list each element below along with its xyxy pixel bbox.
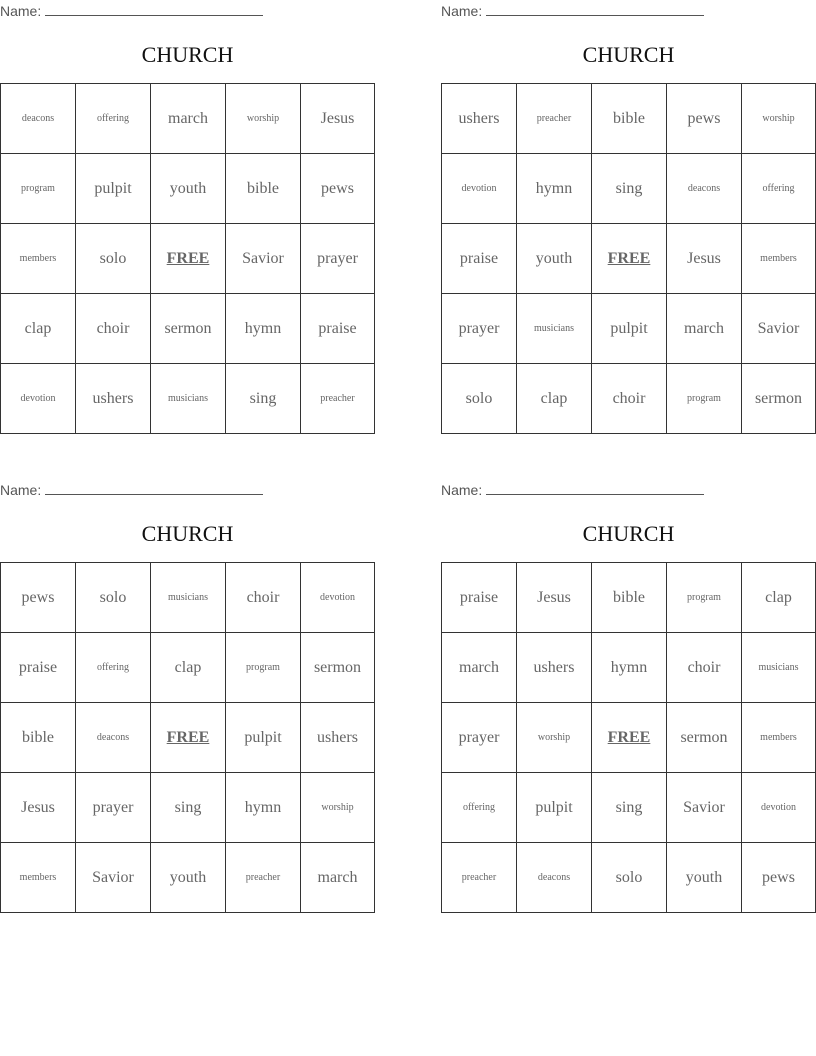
name-label: Name: (0, 3, 42, 19)
bingo-cell: youth (667, 843, 742, 913)
bingo-cell: worship (517, 703, 592, 773)
free-space-cell: FREE (151, 224, 226, 294)
name-field (0, 481, 263, 499)
bingo-cell: sermon (151, 294, 226, 364)
bingo-cell: praise (1, 633, 76, 703)
bingo-cell: sermon (301, 633, 375, 703)
bingo-grid (0, 562, 375, 913)
bingo-cell: clap (517, 364, 592, 434)
bingo-cell: preacher (442, 843, 517, 913)
bingo-cell: march (301, 843, 375, 913)
free-space-cell: FREE (592, 224, 667, 294)
bingo-cell: deacons (1, 84, 76, 154)
bingo-cell: ushers (442, 84, 517, 154)
bingo-cell: members (1, 843, 76, 913)
card-title: CHURCH (141, 42, 234, 67)
bingo-cell: youth (151, 154, 226, 224)
bingo-cell: musicians (151, 364, 226, 434)
bingo-cell: solo (592, 843, 667, 913)
bingo-cell: bible (592, 563, 667, 633)
bingo-cell: bible (1, 703, 76, 773)
bingo-cell: choir (76, 294, 151, 364)
bingo-cell: worship (301, 773, 375, 843)
bingo-cell: solo (76, 224, 151, 294)
bingo-cell: pulpit (592, 294, 667, 364)
bingo-cell: clap (742, 563, 816, 633)
bingo-cell: Jesus (517, 563, 592, 633)
bingo-cell: pulpit (76, 154, 151, 224)
bingo-cell: preacher (517, 84, 592, 154)
bingo-cell: prayer (76, 773, 151, 843)
bingo-cell: choir (592, 364, 667, 434)
free-space-cell: FREE (151, 703, 226, 773)
bingo-cell: offering (76, 633, 151, 703)
bingo-cell: devotion (301, 563, 375, 633)
bingo-cell: pews (1, 563, 76, 633)
bingo-cell: deacons (667, 154, 742, 224)
bingo-cell: sermon (742, 364, 816, 434)
bingo-cell: Jesus (1, 773, 76, 843)
bingo-cell: members (742, 224, 816, 294)
bingo-grid (441, 83, 816, 434)
card-title: CHURCH (582, 42, 675, 67)
name-field (0, 2, 263, 20)
card-title: CHURCH (141, 521, 234, 546)
bingo-cell: youth (517, 224, 592, 294)
bingo-cell: hymn (592, 633, 667, 703)
bingo-cell: pulpit (517, 773, 592, 843)
bingo-cell: bible (226, 154, 301, 224)
bingo-cell: sing (151, 773, 226, 843)
bingo-cell: deacons (76, 703, 151, 773)
bingo-cell: sing (592, 154, 667, 224)
bingo-cell: Savior (76, 843, 151, 913)
bingo-cell: Savior (742, 294, 816, 364)
bingo-cell: prayer (301, 224, 375, 294)
bingo-cell: sing (226, 364, 301, 434)
bingo-cell: ushers (517, 633, 592, 703)
bingo-cell: prayer (442, 703, 517, 773)
bingo-cell: musicians (151, 563, 226, 633)
bingo-cell: preacher (301, 364, 375, 434)
name-label: Name: (0, 482, 42, 498)
bingo-cell: offering (442, 773, 517, 843)
bingo-cell: youth (151, 843, 226, 913)
bingo-grid (441, 562, 816, 913)
bingo-cell: offering (742, 154, 816, 224)
bingo-cell: sing (592, 773, 667, 843)
free-space-cell: FREE (592, 703, 667, 773)
name-label: Name: (441, 3, 483, 19)
bingo-cell: devotion (742, 773, 816, 843)
name-field (441, 481, 704, 499)
bingo-cell: hymn (226, 773, 301, 843)
bingo-cell: program (1, 154, 76, 224)
bingo-cell: clap (151, 633, 226, 703)
bingo-cell: musicians (742, 633, 816, 703)
bingo-cell: Jesus (301, 84, 375, 154)
bingo-cell: preacher (226, 843, 301, 913)
bingo-cell: praise (301, 294, 375, 364)
bingo-cell: pews (742, 843, 816, 913)
bingo-cell: program (667, 364, 742, 434)
bingo-cell: clap (1, 294, 76, 364)
bingo-cell: pulpit (226, 703, 301, 773)
bingo-cell: solo (76, 563, 151, 633)
bingo-cell: solo (442, 364, 517, 434)
bingo-cell: sermon (667, 703, 742, 773)
card-title: CHURCH (582, 521, 675, 546)
bingo-cell: offering (76, 84, 151, 154)
bingo-cell: hymn (226, 294, 301, 364)
bingo-cell: worship (742, 84, 816, 154)
bingo-cell: Savior (226, 224, 301, 294)
bingo-cell: march (151, 84, 226, 154)
bingo-cell: pews (301, 154, 375, 224)
bingo-cell: program (667, 563, 742, 633)
bingo-cell: worship (226, 84, 301, 154)
bingo-cell: choir (226, 563, 301, 633)
name-blank-line (45, 481, 263, 495)
bingo-cell: ushers (301, 703, 375, 773)
name-label: Name: (441, 482, 483, 498)
bingo-cell: Savior (667, 773, 742, 843)
bingo-cell: members (742, 703, 816, 773)
bingo-cell: musicians (517, 294, 592, 364)
bingo-cell: march (667, 294, 742, 364)
name-field (441, 2, 704, 20)
bingo-cell: choir (667, 633, 742, 703)
bingo-cell: pews (667, 84, 742, 154)
bingo-cell: hymn (517, 154, 592, 224)
bingo-cell: ushers (76, 364, 151, 434)
name-blank-line (45, 2, 263, 16)
bingo-cell: program (226, 633, 301, 703)
bingo-cell: Jesus (667, 224, 742, 294)
bingo-cell: deacons (517, 843, 592, 913)
name-blank-line (486, 481, 704, 495)
name-blank-line (486, 2, 704, 16)
bingo-cell: prayer (442, 294, 517, 364)
bingo-cell: praise (442, 563, 517, 633)
bingo-cell: bible (592, 84, 667, 154)
bingo-cell: march (442, 633, 517, 703)
bingo-grid (0, 83, 375, 434)
bingo-cell: members (1, 224, 76, 294)
bingo-cell: devotion (442, 154, 517, 224)
bingo-cell: devotion (1, 364, 76, 434)
bingo-cell: praise (442, 224, 517, 294)
